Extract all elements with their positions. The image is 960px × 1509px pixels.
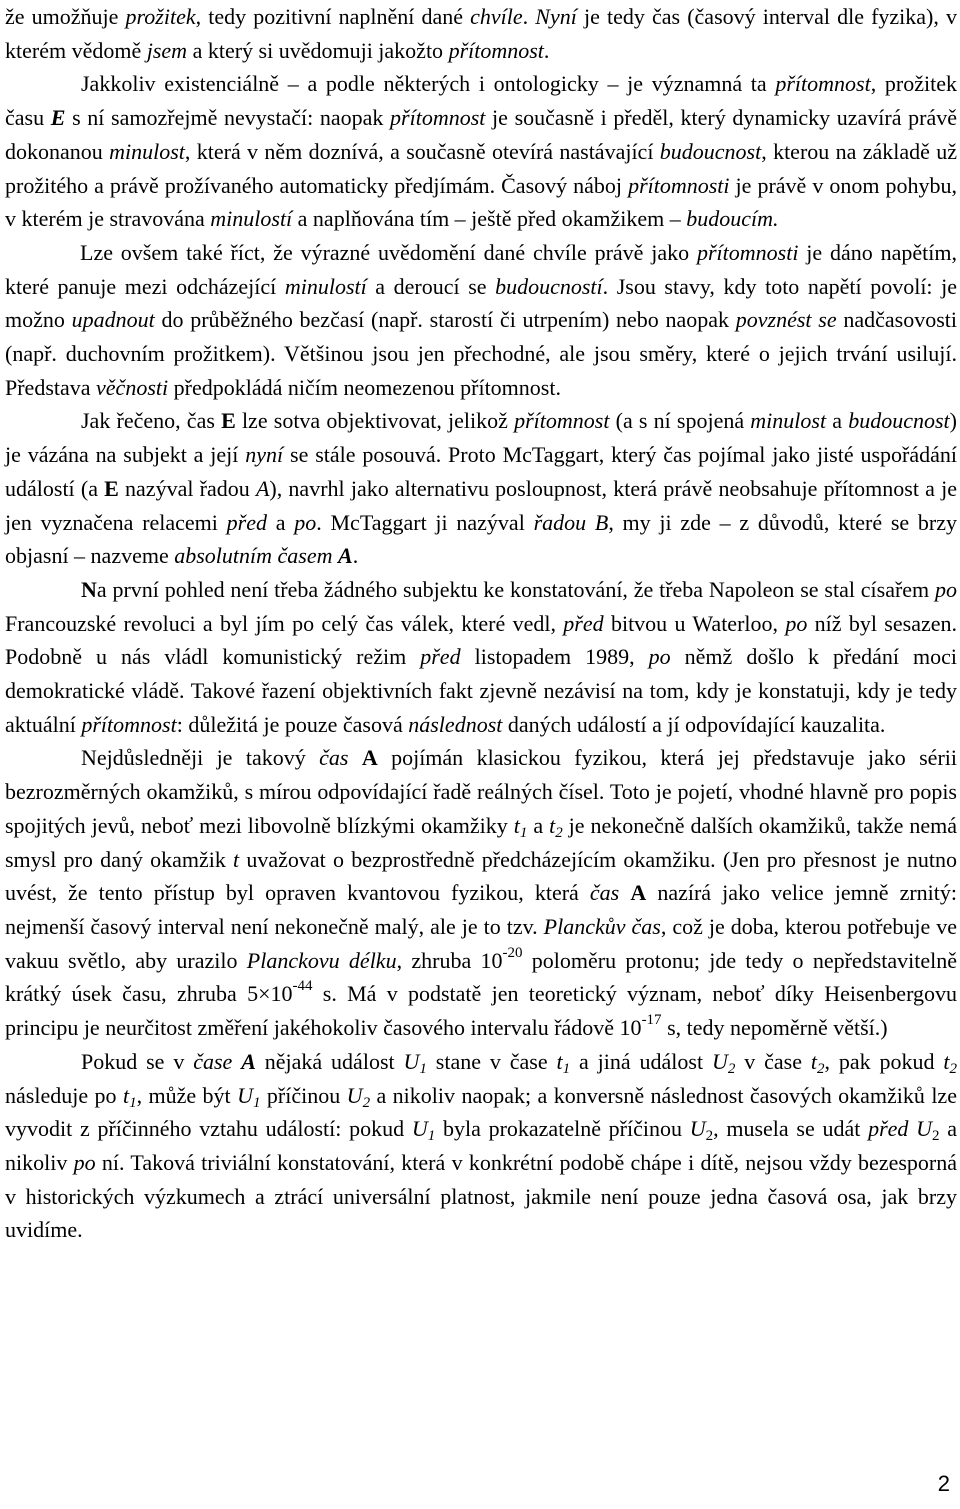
text-run: po (294, 509, 317, 535)
text-run: v čase (735, 1048, 811, 1074)
text-run: 2 (949, 1060, 958, 1077)
text-run: -44 (292, 978, 313, 995)
subscript (932, 1128, 940, 1144)
text-run: -17 (641, 1012, 662, 1029)
text-run: upadnout (71, 307, 155, 333)
superscript (293, 978, 313, 994)
text-run: , může být (136, 1082, 238, 1108)
text-run: přítomnost (775, 71, 871, 97)
text-run: , musela se udát (713, 1116, 869, 1142)
paragraph (5, 404, 957, 573)
text-run: t (122, 1082, 130, 1108)
text-run: 1 (427, 1128, 436, 1145)
text-run: (a s ní spojená (609, 408, 751, 434)
text-run: jsem (146, 37, 188, 63)
text-run: po (648, 644, 671, 670)
text-run: 1 (253, 1094, 261, 1111)
text-run: lze sotva objektivovat, jelikož (235, 408, 515, 434)
body-text (5, 0, 957, 1247)
text-run: přítomnost (81, 711, 177, 737)
text-run: . Jsou stavy, kdy toto napětí povolí: je možno (5, 273, 957, 333)
text-run: E (50, 105, 66, 131)
text-run: před (563, 610, 604, 636)
subscript (363, 1095, 371, 1111)
text-run: U (711, 1048, 728, 1074)
paragraph (5, 236, 957, 405)
text-run: , zhruba 10 (396, 947, 503, 973)
text-run: , kterou na základě už prožitého a právě prožívaného automaticky předjímám. Časový náboj (5, 138, 957, 198)
subscript (950, 1061, 958, 1077)
text-run: nazírá jako velice jemně zrnitý: nejmenší časový interval není nekonečně malý, ale je to tzv. (5, 880, 958, 939)
text-run: před (226, 509, 267, 535)
text-run: uvažovat o bezprostředně předcházejícím okamžiku. (Jen pro přesnost je nutno uvést, že tento přístup byl opraven kvantovou fyzikou, která (5, 846, 957, 906)
text-run: t (549, 812, 556, 838)
text-run: prožitek (125, 4, 196, 29)
text-run: se stále posouvá. Proto McTaggart, který čas pojímal jako jisté uspořádání událostí (a (5, 442, 957, 501)
text-run: pojímán klasickou fyzikou, která jej představuje jako sérii bezrozměrných okamžiků, s mírou odpovídající řadě reálných čísel. Toto je pojetí, vhodné hlavně pro popis spojitých jevů, neboť mezi libovolně blízkými okamžiky (5, 745, 957, 838)
text-run: s ní samozřejmě nevystačí: naopak (65, 105, 391, 131)
superscript (503, 945, 523, 961)
text-run: U (916, 1116, 933, 1142)
text-run: chvíle (470, 4, 523, 29)
text-run: a jiná událost (570, 1048, 712, 1074)
text-run: 2 (932, 1128, 940, 1145)
text-run: A (361, 745, 378, 771)
text-run: A (630, 880, 647, 906)
subscript (706, 1128, 714, 1144)
text-run: s. Má v podstatě jen teoretický význam, neboť díky Heisenbergovu principu je neurčitost změření jakéhokoliv časového intervalu řádově 10 (5, 981, 957, 1041)
text-run: po (935, 576, 957, 602)
text-run: , prožitek času (5, 71, 957, 131)
text-run: t (513, 812, 520, 838)
text-run: Jakkoliv existenciálně – a podle některých i ontologicky – je významná ta (81, 71, 776, 97)
text-run: a nikoliv (5, 1116, 958, 1175)
paragraph (5, 0, 957, 67)
text-run: 1 (562, 1060, 571, 1077)
text-run: je nekonečně dalších okamžiků, takže nemá smysl pro daný okamžik (5, 812, 957, 872)
text-run: a první pohled není třeba žádného subjektu ke konstatování, že třeba Napoleon se stal císařem (96, 576, 935, 602)
paragraph (5, 67, 957, 236)
text-run: . (352, 543, 359, 569)
superscript (642, 1012, 662, 1028)
text-run: budoucnost (659, 138, 762, 164)
text-run: budoucnost (848, 408, 950, 434)
text-run: minulost (750, 408, 827, 434)
text-run: 1 (419, 1060, 427, 1077)
text-run: přítomnost (390, 105, 486, 131)
text-run: t (556, 1048, 563, 1074)
text-run: nějaká událost (255, 1048, 404, 1074)
text-run: U (346, 1082, 363, 1108)
text-run: s, tedy nepoměrně větší.) (661, 1015, 888, 1041)
subscript (419, 1061, 427, 1077)
text-run: následnost (408, 711, 503, 737)
text-run: U (411, 1116, 428, 1142)
text-run: povznést se (735, 307, 837, 333)
text-run: příčinou (260, 1082, 347, 1108)
text-run: A (241, 1048, 256, 1074)
text-run: E (221, 408, 236, 434)
text-run: t (943, 1048, 950, 1074)
subscript (555, 825, 563, 841)
text-run: přítomnosti (628, 172, 730, 198)
text-run: U (403, 1048, 420, 1074)
text-run: je právě v onom pohybu, v kterém je stravována (5, 172, 957, 232)
text-run: přítomnost (448, 37, 544, 63)
text-run: po (785, 610, 808, 636)
text-run: stane v čase (426, 1048, 557, 1074)
text-run: čas (589, 880, 631, 906)
text-run: řadou B (533, 509, 609, 535)
text-run: 2 (727, 1060, 736, 1077)
text-run: nadčasovosti (např. duchovním prožitkem). Většinou jsou jen přechodné, ale jsou směry, které o jejich trvání usilují. Představa (5, 307, 957, 400)
subscript (253, 1095, 261, 1111)
text-run: minulost (109, 138, 185, 164)
text-run: E (104, 475, 119, 501)
text-run: ) je vázána na subjekt a její (5, 408, 957, 468)
text-run: ), navrhl jako alternativu posloupnost, která právě neobsahuje přítomnost a je jen vyznačena relacemi (5, 475, 957, 535)
subscript (563, 1061, 571, 1077)
text-run: je tedy čas (časový interval dle fyzika), v kterém vědomě (5, 4, 958, 63)
text-run: t (233, 846, 240, 872)
text-run: a deroucí se (366, 273, 496, 299)
text-run: bitvou u Waterloo, (603, 610, 786, 636)
text-run: -20 (502, 944, 523, 961)
text-run: 2 (362, 1094, 371, 1111)
text-run: A (255, 475, 270, 501)
text-run: , tedy pozitivní naplnění dané (195, 4, 471, 29)
text-run: , která v něm doznívá, a současně otevírá nastávající (184, 138, 660, 164)
text-run: po (73, 1149, 96, 1175)
text-run: nazýval řadou (118, 475, 256, 501)
text-run: absolutním časem (174, 543, 338, 569)
text-run: : důležitá je pouze časová (176, 711, 409, 737)
paragraph (5, 1045, 957, 1247)
text-run: t (810, 1048, 817, 1074)
text-run: listopadem 1989, (460, 644, 649, 670)
text-run: nyní (245, 442, 284, 468)
text-run: a naplňována tím – ještě před okamžikem – (292, 206, 687, 232)
text-run: . (543, 37, 550, 63)
text-run: 2 (816, 1060, 825, 1077)
text-run: daných událostí a jí odpovídající kauzalita. (502, 711, 886, 737)
text-run: čas (319, 745, 362, 771)
text-run: . (522, 4, 536, 29)
text-run: že umožňuje (5, 4, 126, 29)
text-run: a který si uvědomuji jakožto (187, 37, 449, 63)
subscript (129, 1095, 137, 1111)
text-run: Lze ovšem také říct, že výrazné uvědomění dané chvíle právě jako (80, 239, 697, 265)
text-run: minulostí (210, 206, 293, 232)
text-run: byla prokazatelně příčinou (435, 1116, 690, 1142)
text-run: předpokládá ničím neomezenou přítomnost. (168, 374, 561, 400)
text-run: poloměru protonu; jde tedy o nepředstavitelně krátký úsek času, zhruba 5×10 (5, 947, 957, 1007)
text-run: je současně i předěl, který dynamicky uzavírá právě dokonanou (5, 105, 958, 164)
text-run: Planckův čas (543, 913, 661, 939)
text-run: čase (193, 1048, 242, 1074)
text-run: Francouzské revoluci a byl jím po celý čas válek, které vedl, (5, 610, 564, 636)
text-run: U (237, 1082, 253, 1108)
text-run: 2 (555, 824, 563, 841)
page-number: 2 (937, 1471, 950, 1496)
text-run: 1 (129, 1094, 137, 1111)
text-run: Nejdůsledněji je takový (81, 745, 320, 771)
text-run: následuje po (5, 1082, 123, 1108)
text-run: budoucností (495, 273, 603, 299)
text-run: budoucím. (686, 206, 779, 232)
text-run: a (266, 509, 295, 535)
text-run: níž byl sesazen. Podobně u nás vládl komunistický režim (5, 610, 957, 670)
paragraph (5, 573, 957, 742)
text-run: , což je doba, kterou potřebuje ve vakuu světlo, aby urazilo (5, 913, 958, 973)
text-run: 1 (519, 824, 528, 841)
text-run: před (420, 644, 461, 670)
text-run: U (689, 1116, 706, 1142)
text-run: přítomnost (514, 408, 610, 434)
text-run: N (81, 576, 97, 602)
text-run: 2 (705, 1128, 714, 1145)
text-run: před (868, 1116, 909, 1142)
text-run: , my ji zde – z důvodů, které se brzy objasní – nazveme (5, 509, 958, 569)
text-run: Pokud se v (81, 1048, 194, 1074)
text-run: ní. Taková triviální konstatování, která v konkrétní podobě chápe i dítě, nejsou vždy bezesporná v historických výzkumech a ztrácí universální platnost, jakmile není pouze jedna časová osa, jak brzy uvidíme. (5, 1149, 957, 1243)
text-run: němž došlo k předání moci demokratické vládě. Takové řazení objektivních fakt zjevně nezávisí na tom, kdy je konstatuji, kdy je tedy aktuální (5, 644, 957, 737)
text-run: do průběžného bezčasí (např. starostí či utrpením) nebo naopak (154, 307, 736, 333)
text-run: a (826, 408, 849, 434)
paragraph (5, 741, 957, 1044)
text-run: je dáno napětím, které panuje mezi odcházející (5, 239, 957, 299)
text-run: , pak pokud (824, 1048, 944, 1074)
text-run: Planckovu délku (246, 947, 397, 973)
text-run: Jak řečeno, čas (81, 408, 222, 434)
text-run: a (527, 812, 550, 838)
text-run: a nikoliv naopak; a konversně následnost časových okamžiků lze vyvodit z příčinného vztahu událostí: pokud (5, 1082, 957, 1142)
text-run: Nyní (535, 4, 577, 29)
text-run: A (338, 543, 353, 569)
text-run: přítomnosti (697, 239, 799, 265)
text-run: . McTaggart ji nazýval (316, 509, 534, 535)
text-run: minulostí (284, 273, 367, 299)
text-run: věčnosti (96, 374, 169, 400)
text-run (908, 1116, 916, 1141)
